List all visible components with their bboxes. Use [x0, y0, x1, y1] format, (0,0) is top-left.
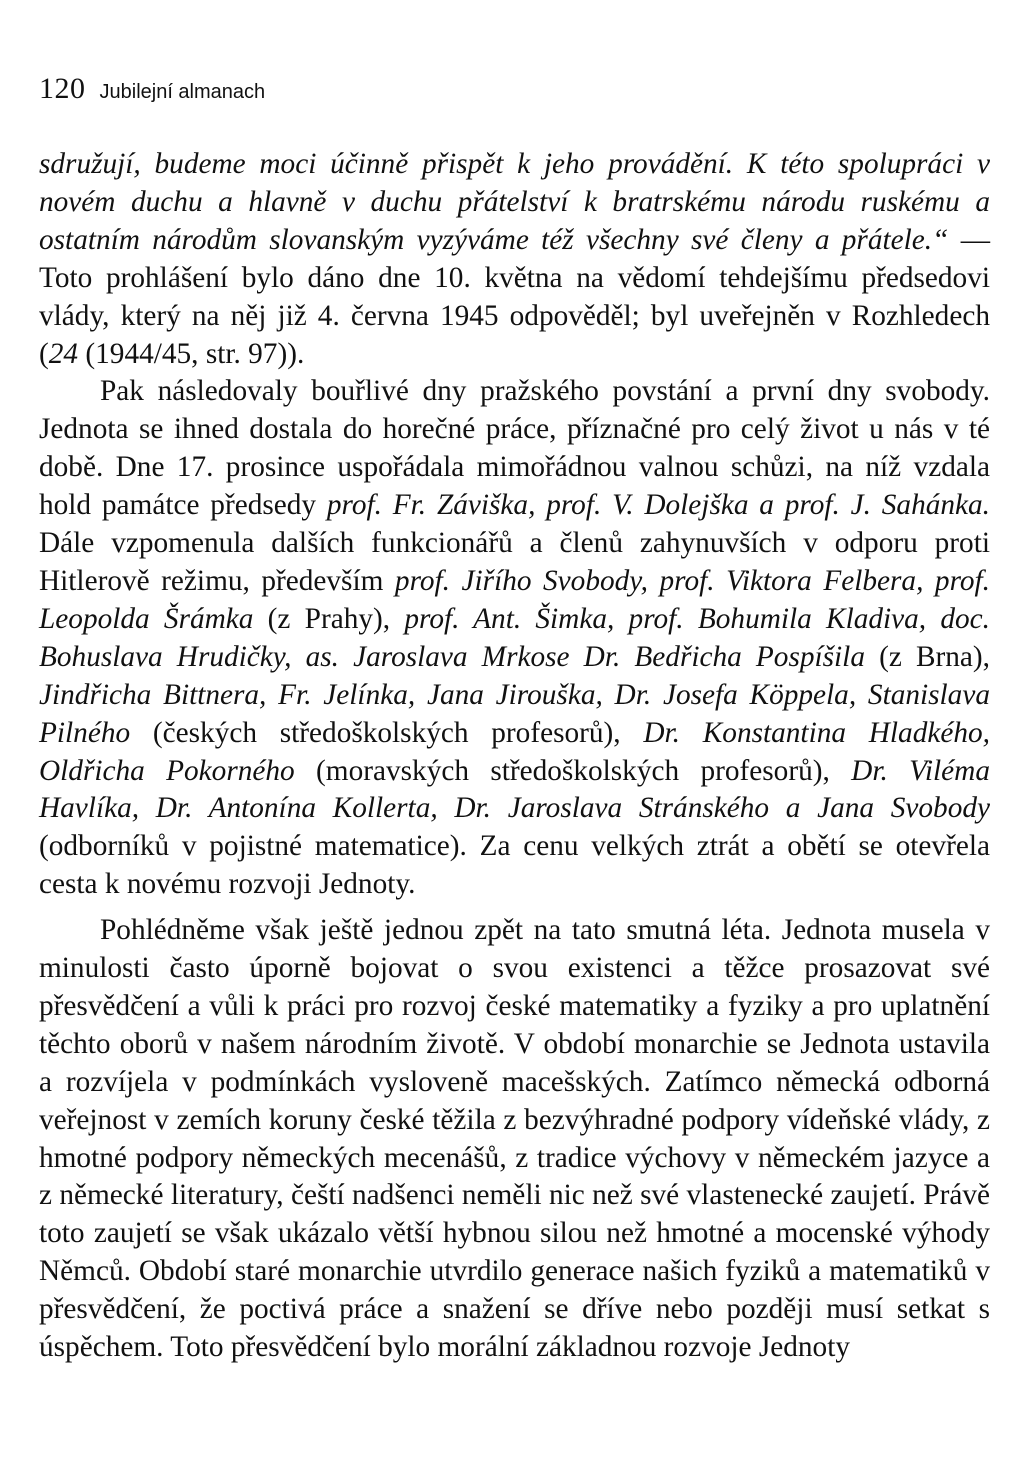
text-run: — Toto prohlášení bylo dáno dne 10. května na vědomí tehdejšímu předsedovi vlády, který na něj již 4. června 1945 odpověděl; byl uveřejněn v Rozhledech ( [39, 223, 990, 370]
text-run: (z Brna), [864, 640, 991, 673]
text-run: (1944/45, str. 97)). [78, 337, 305, 370]
text-run: Dále vzpomenula dalších funkcionářů a členů zahynuvších v odporu proti Hitlerově režimu, především [39, 527, 990, 597]
text-run: (odborníků v pojistné matematice). Za cenu velkých ztrát a obětí se otevřela cesta k novému rozvoji Jednoty. [39, 830, 990, 901]
text-run: (z Prahy), [253, 602, 405, 635]
text-run: Dr. Viléma Havlíka, Dr. Antonína Kollerta, Dr. Jaroslava Stránského a Jana Svobody [39, 754, 990, 825]
text-run: prof. Ant. Šimka, prof. Bohumila Kladiva, doc. Bohuslava Hrudičky, as. Jaroslava Mrkose Dr. Bedřicha Pospíšila [39, 602, 991, 673]
page-number: 120 [39, 72, 86, 105]
page-header [39, 72, 990, 118]
text-run: sdružují, budeme moci účinně přispět k jeho provádění. K této spolupráci v novém duchu a hlavně v duchu přátelství k bratrskému národu ruskému a ostatním národům slovanským vyzýváme též všechny své členy a přátele.“ [39, 148, 990, 256]
running-title: Jubilejní almanach [99, 81, 266, 103]
text-run: Pak následovaly bouřlivé dny pražského povstání a první dny svobody. Jednota se ihned dostala do horečné práce, příznačné pro celý život u nás v té době. Dne 17. prosince uspořádala mimořádnou valnou schůzi, na níž vzdala hold památce předsedy [39, 375, 990, 522]
text-run: Jindřicha Bittnera, Fr. Jelínka, Jana Jirouška, Dr. Josefa Köppela, Stanislava Pilného [39, 678, 990, 749]
paragraph-1 [39, 146, 990, 373]
document-page [39, 72, 990, 1367]
text-run: prof. Fr. Záviška, prof. V. Dolejška a prof. J. Sahánka. [326, 489, 991, 522]
paragraph-3 [39, 912, 990, 1367]
body-text [39, 146, 990, 1367]
text-run: Dr. Konstantina Hladkého, Oldřicha Pokorného [39, 716, 990, 787]
text-run: Pohlédněme však ještě jednou zpět na tato smutná léta. Jednota musela v minulosti často úporně bojovat o svou existenci a těžce prosazovat své přesvědčení a vůli k práci pro rozvoj české matematiky a fyziky a pro uplatnění těchto oborů v našem národním životě. V období monarchie se Jednota ustavila a rozvíjela v podmínkách vysloveně macešských. Zatímco německá odborná veřejnost v zemích koruny české těžila z bezvýhradné podpory vídeňské vlády, z hmotné podpory německých mecenášů, z tradice výchovy v německém jazyce a z německé literatury, čeští nadšenci neměli nic než své vlastenecké zaujetí. Právě toto zaujetí se však ukázalo větší hybnou silou než hmotné a mocenské výhody Němců. Období staré monarchie utvrdilo generace našich fyziků a matematiků v přesvědčení, že poctivá práce a snažení se dříve nebo později musí setkat s úspěchem. Toto přesvědčení bylo morální základnou rozvoje Jednoty [39, 914, 990, 1364]
text-run: (českých středoškolských profesorů), [130, 716, 644, 749]
text-run: (moravských středoškolských profesorů), [294, 754, 852, 787]
paragraph-2 [39, 373, 990, 904]
text-run: 24 [48, 337, 79, 370]
text-run: prof. Jiřího Svobody, prof. Viktora Felbera, prof. Leopolda Šrámka [39, 564, 991, 635]
